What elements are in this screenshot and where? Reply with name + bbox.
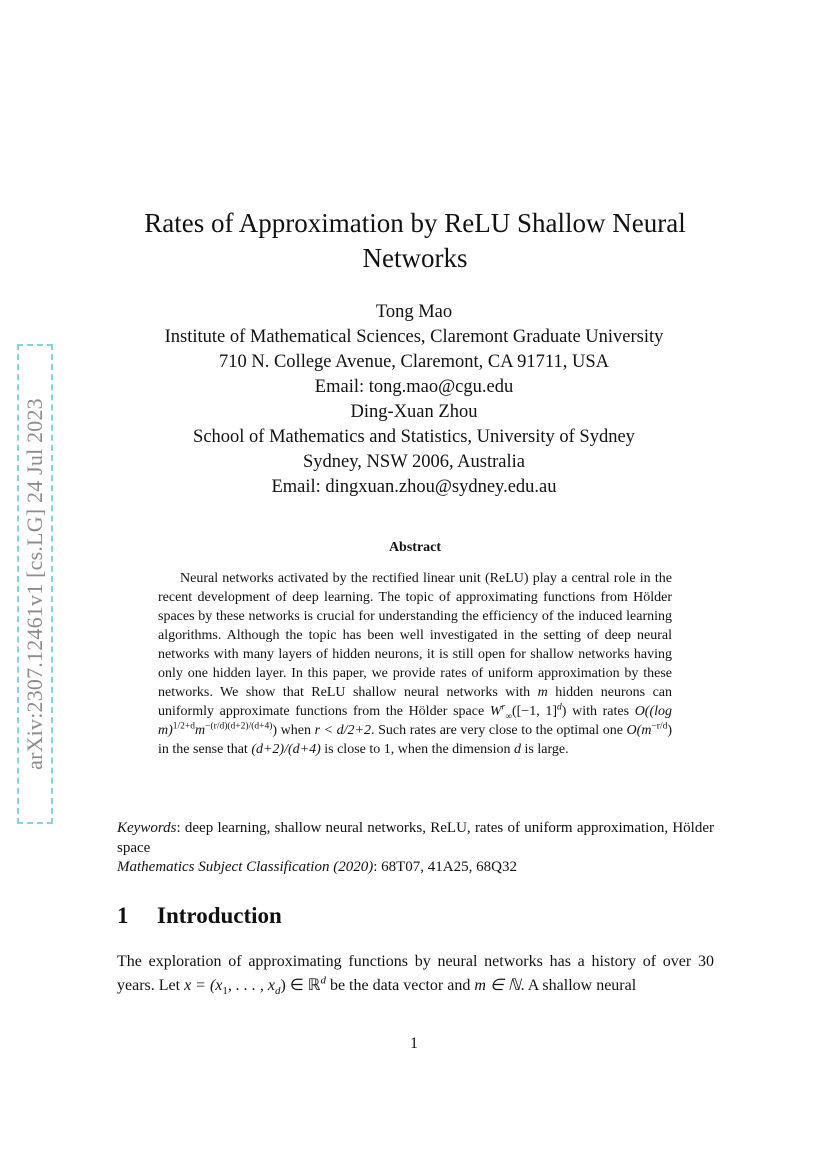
- paper-title: Rates of Approximation by ReLU Shallow Neural Networks: [144, 208, 686, 273]
- author-address: 710 N. College Avenue, Claremont, CA 91711, USA: [218, 352, 609, 372]
- author-affiliation: Institute of Mathematical Sciences, Claremont Graduate University: [164, 327, 664, 347]
- section-heading: [117, 903, 282, 929]
- section-number: 1: [117, 903, 129, 928]
- msc-label: Mathematics Subject Classification (2020): [117, 859, 374, 875]
- msc-classification: [117, 857, 714, 877]
- abstract-heading: Abstract: [388, 540, 442, 555]
- author-email[interactable]: Email: dingxuan.zhou@sydney.edu.au: [271, 477, 557, 497]
- keywords: [117, 818, 714, 858]
- keywords-label: Keywords: [117, 820, 177, 836]
- author-name: Ding-Xuan Zhou: [350, 402, 478, 422]
- author-address: Sydney, NSW 2006, Australia: [303, 452, 525, 472]
- arxiv-stamp[interactable]: arXiv:2307.12461v1 [cs.LG] 24 Jul 2023: [22, 398, 47, 770]
- author-affiliation: School of Mathematics and Statistics, University of Sydney: [193, 427, 635, 447]
- keywords-text: : deep learning, shallow neural networks, ReLU, rates of uniform approximation, Hölder space: [117, 820, 714, 856]
- abstract-text: Neural networks activated by the rectified linear unit (ReLU) play a central role in the recent development of deep learning. The topic of approximating functions from Hölder spaces by these networks is crucial for understanding the efficiency of the induced learning algorithms. Although the topic has been well investigated in the setting of deep neural networks with many layers of hidden neurons, it is still open for shallow networks having only one hidden layer. In this paper, we provide rates of uniform approximation by these networks. We show that ReLU shallow neural networks with m hidden neurons can uniformly approximate functions from the Hölder space $W^r_\infty([-1$, 1]$^d$) with rates O((log $m)^{1/2+d}m^{-(r/d)(d+2)/(d+4)}$) when r < d/2+2. Such rates are very close to the optimal one $O(m^{-r/d})$ in the sense that (d+2)/(d+4) is close to 1, when the dimension d is large.: [158, 571, 673, 757]
- author-name: Tong Mao: [375, 302, 453, 322]
- author-email[interactable]: Email: tong.mao@cgu.edu: [314, 377, 514, 397]
- author-block: [80, 300, 748, 500]
- intro-paragraph: The exploration of approximating functions by neural networks has a history of over 30 years. Let $x = (x_1$, . . . , $x_d$) ∈ ℝ$^d$ be the data vector and m ∈ ℕ. A shallow neural: [117, 953, 714, 998]
- page-number: 1: [410, 1035, 418, 1052]
- section-title: Introduction: [157, 903, 282, 928]
- msc-text: : 68T07, 41A25, 68Q32: [373, 859, 517, 875]
